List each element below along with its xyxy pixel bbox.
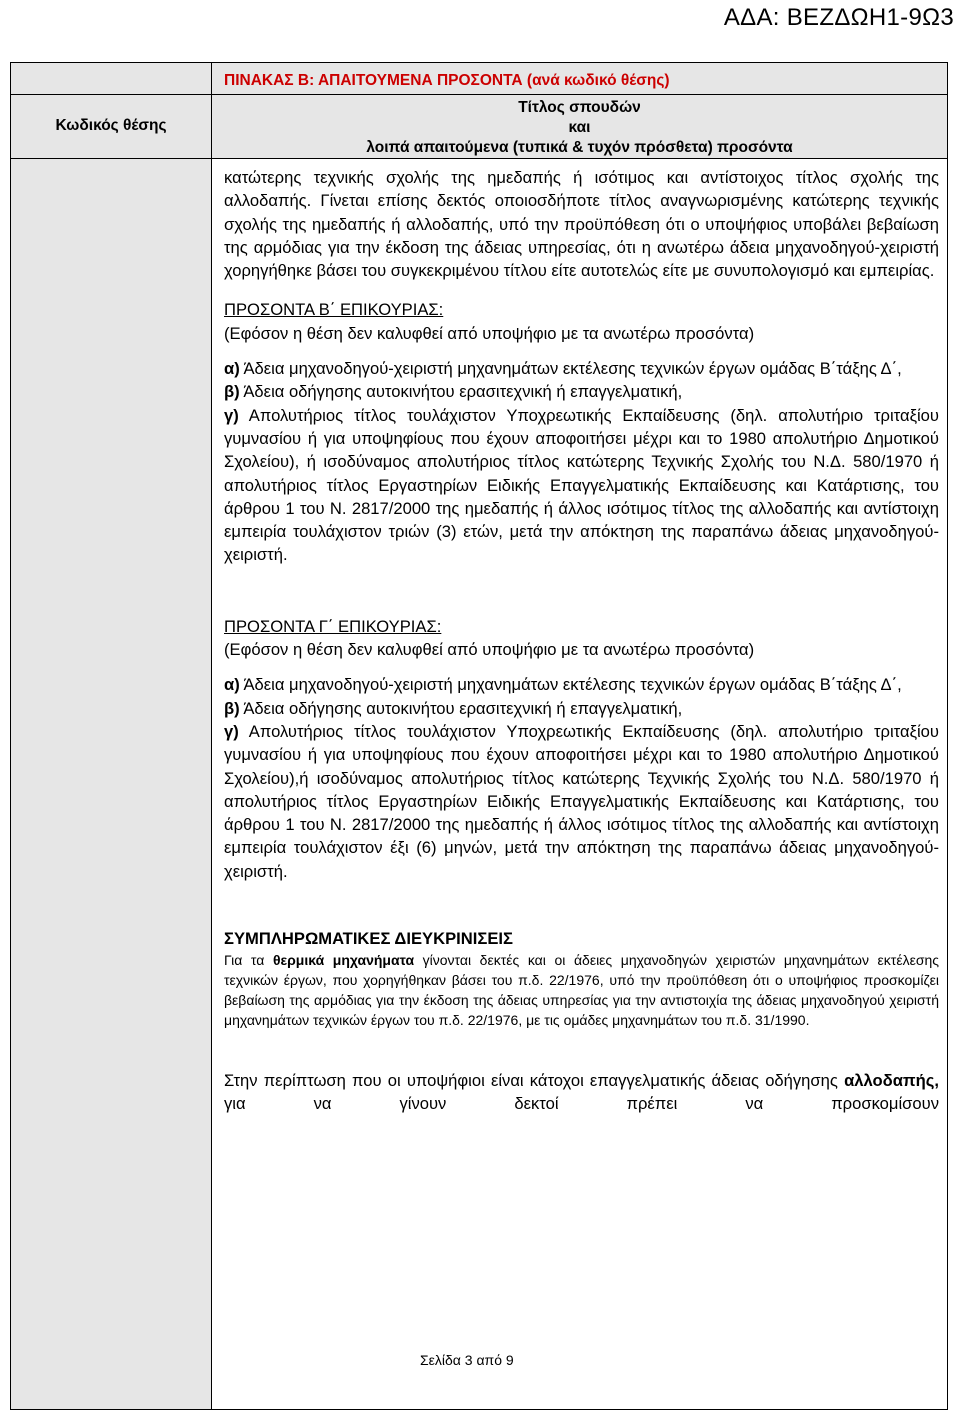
section-c-heading: ΠΡΟΣΟΝΤΑ Γ΄ ΕΠΙΚΟΥΡΙΑΣ: — [224, 616, 442, 636]
section-b — [224, 298, 939, 566]
requirements-table — [10, 62, 948, 1410]
header-left-cell — [11, 95, 212, 159]
section-c-note: (Εφόσον η θέση δεν καλυφθεί από υποψήφιο με τα ανωτέρω προσόντα) — [224, 640, 755, 660]
header-right-cell — [212, 95, 948, 159]
supplementary-paragraph-1: Για τα θερμικά μηχανήματα γίνονται δεκτές και οι άδειες μηχανοδηγών χειριστών μηχανημάτων εκτέλεσης τεχνικών έργων, που χορηγήθηκαν βάσει του π.δ. 22/1976, υπό την προϋπόθεση ότι ο υποψήφιος προσκομίζει βεβαίωση της αρμόδιας για την έκδοση της άδειας υπηρεσίας για την αντιστοιχία της άδειας μηχανοδηγού χειριστή μηχανημάτων τεχνικών έργων του π.δ. 22/1976, με τις ομάδες μηχανημάτων του π.δ. 31/1990. — [224, 952, 939, 1029]
header-line-2: και — [568, 119, 591, 136]
header-line-3: λοιπά απαιτούμενα (τυπικά & τυχόν πρόσθετα) προσόντα — [366, 139, 793, 156]
column-header-position-code: Κωδικός θέσης — [55, 117, 167, 134]
body-left-cell — [11, 159, 212, 1410]
section-c-item-b: β) Άδεια οδήγησης αυτοκινήτου ερασιτεχνική ή επαγγελματική, — [224, 698, 683, 718]
section-b-note: (Εφόσον η θέση δεν καλυφθεί από υποψήφιο με τα ανωτέρω προσόντα) — [224, 323, 755, 343]
section-b-item-a: α) Άδεια μηχανοδηγού-χειριστή μηχανημάτων εκτέλεσης τεχνικών έργων ομάδας Β΄τάξης Δ΄, — [224, 359, 902, 379]
body-right-cell — [212, 159, 948, 1410]
intro-paragraph: κατώτερης τεχνικής σχολής της ημεδαπής ή ισότιμος και αντίστοιχος τίτλος σχολής της αλλοδαπής. Γίνεται επίσης δεκτός οποιοσδήποτε τίτλος αναγνωρισμένης κατώτερης τεχνικής σχολής της ημεδαπής ή αλλοδαπής, υπό την προϋπόθεση ότι ο υποψήφιος υποβάλει βεβαίωση της αρμόδιας για την έκδοση της άδειας υπηρεσίας, ότι η ανωτέρω άδεια μηχανοδηγού-χειριστή χορηγήθηκε βάσει του συγκεκριμένου τίτλου είτε αυτοτελώς είτε με συνυπολογισμό και εμπειρίας. — [224, 168, 939, 281]
section-b-item-b: β) Άδεια οδήγησης αυτοκινήτου ερασιτεχνική ή επαγγελματική, — [224, 382, 683, 402]
table-title-cell — [212, 63, 948, 95]
column-header-qualifications — [212, 95, 947, 158]
table-title: ΠΙΝΑΚΑΣ Β: ΑΠΑΙΤΟΥΜΕΝΑ ΠΡΟΣΟΝΤΑ (ανά κωδικό θέσης) — [224, 72, 670, 89]
ada-code: ΑΔΑ: ΒΕΖΔΩΗ1-9Ω3 — [723, 4, 954, 31]
section-c-item-a: α) Άδεια μηχανοδηγού-χειριστή μηχανημάτων εκτέλεσης τεχνικών έργων ομάδας Β΄τάξης Δ΄, — [224, 675, 902, 695]
section-b-heading: ΠΡΟΣΟΝΤΑ Β΄ ΕΠΙΚΟΥΡΙΑΣ: — [224, 300, 444, 320]
header-line-1: Τίτλος σπουδών — [518, 99, 641, 116]
supplementary-heading: ΣΥΜΠΛΗΡΩΜΑΤΙΚΕΣ ΔΙΕΥΚΡΙΝΙΣΕΙΣ — [224, 929, 513, 949]
section-c — [224, 615, 939, 883]
title-left-cell — [11, 63, 212, 95]
supplementary-paragraph-2: Στην περίπτωση που οι υποψήφιοι είναι κάτοχοι επαγγελματικής άδειας οδήγησης αλλοδαπής, για να γίνουν δεκτοί πρέπει να προσκομίσουν — [224, 1070, 939, 1114]
qualifications-content — [212, 159, 947, 1116]
page-number: Σελίδα 3 από 9 — [420, 1352, 514, 1368]
section-c-item-c: γ) Απολυτήριος τίτλος τουλάχιστον Υποχρεωτικής Εκπαίδευσης (δηλ. απολυτήριο τριταξίου γυμνασίου ή για υποψηφίους που έχουν αποφοιτήσει μέχρι και το 1980 απολυτήριο Δημοτικού Σχολείου),ή ισοδύναμος απολυτήριος τίτλος κατώτερης Τεχνικής Σχολής του Ν.Δ. 580/1970 ή απολυτήριος τίτλος Εργαστηρίων Ειδικής Επαγγελματικής Εκπαίδευσης και Κατάρτισης, του άρθρου 1 του Ν. 2817/2000 της ημεδαπής ή άλλος ισότιμος τίτλος της αλλοδαπής και αντίστοιχη εμπειρία τουλάχιστον έξι (6) μηνών, μετά την απόκτηση της παραπάνω άδειας μηχανοδηγού-χειριστή. — [224, 721, 939, 881]
supplementary-section — [224, 927, 939, 1115]
section-b-item-c: γ) Απολυτήριος τίτλος τουλάχιστον Υποχρεωτικής Εκπαίδευσης (δηλ. απολυτήριο τριταξίου γυμνασίου ή για υποψηφίους που έχουν αποφοιτήσει μέχρι και το 1980 απολυτήριο Δημοτικού Σχολείου), ή ισοδύναμος απολυτήριος τίτλος κατώτερης Τεχνικής Σχολής του Ν.Δ. 580/1970 ή απολυτήριος τίτλος Εργαστηρίων Ειδικής Επαγγελματικής Εκπαίδευσης και Κατάρτισης, του άρθρου 1 του Ν. 2817/2000 της ημεδαπής ή άλλος ισότιμος τίτλος της αλλοδαπής και αντίστοιχη εμπειρία τουλάχιστον τριών (3) ετών, μετά την απόκτηση της παραπάνω άδειας μηχανοδηγού-χειριστή. — [224, 405, 939, 565]
